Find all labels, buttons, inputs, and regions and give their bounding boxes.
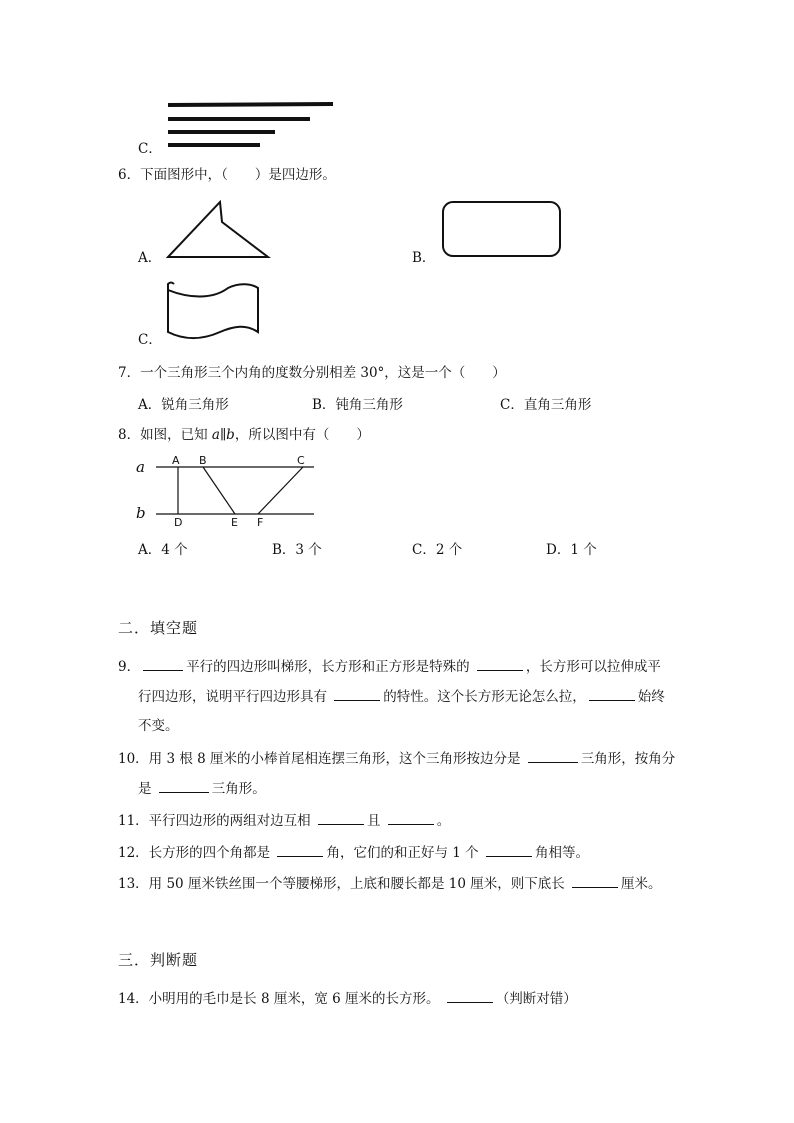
label-point-c: C <box>297 454 305 467</box>
q11-text-2: 且 <box>366 813 385 829</box>
q10-text-3: 是 <box>138 781 156 797</box>
q9-line-2 <box>138 687 665 706</box>
bar-1 <box>168 104 333 105</box>
q12-line <box>118 843 589 862</box>
q10-text-4: 三角形。 <box>211 781 266 797</box>
q10-text-2: 三角形，按角分 <box>580 751 676 767</box>
q11-blank-2[interactable] <box>388 811 434 825</box>
q7-stem: 7．一个三角形三个内角的度数分别相差 30°，这是一个（ ） <box>118 365 506 381</box>
q8-option-b[interactable]: B．3 个 <box>272 542 322 558</box>
label-point-e: E <box>231 516 238 529</box>
q14-blank-1[interactable] <box>447 989 493 1003</box>
q10-text-1: 10．用 3 根 8 厘米的小棒首尾相连摆三角形，这个三角形按边分是 <box>118 751 525 767</box>
q8-stem-pre: 8．如图，已知 <box>118 427 212 443</box>
q11-text-3: 。 <box>436 813 451 829</box>
segment-be <box>203 467 235 514</box>
q10-blank-2[interactable] <box>159 779 209 793</box>
q6-option-b-label[interactable]: B． <box>412 250 436 266</box>
q12-blank-2[interactable] <box>486 843 532 857</box>
q6-option-a-label[interactable]: A． <box>138 250 162 266</box>
q12-text-2: 角，它们的和正好与 1 个 <box>326 845 483 861</box>
q8-option-c[interactable]: C．2 个 <box>412 542 463 558</box>
q9-blank-2[interactable] <box>477 657 523 671</box>
label-point-d: D <box>174 516 183 529</box>
label-point-a: A <box>172 454 180 467</box>
q8-stem-post: ，所以图中有（ ） <box>234 427 370 443</box>
q6-stem: 6．下面图形中，（ ）是四边形。 <box>118 167 336 183</box>
label-line-b: b <box>136 504 146 522</box>
q13-line <box>118 874 662 893</box>
segment-cf <box>258 467 303 514</box>
q14-text-2: （判断对错） <box>495 991 577 1007</box>
label-point-f: F <box>257 516 264 529</box>
q13-text-1: 13．用 50 厘米铁丝围一个等腰梯形，上底和腰长都是 10 厘米，则下底长 <box>118 876 569 892</box>
q8-option-d[interactable]: D．1 个 <box>546 542 597 558</box>
q9-text-1: 平行的四边形叫梯形，长方形和正方形是特殊的 <box>186 659 474 675</box>
q6-option-b-figure <box>438 198 568 262</box>
q9-blank-3[interactable] <box>334 687 380 701</box>
section-3-title: 三．判断题 <box>118 951 199 969</box>
q7-option-a[interactable]: A．锐角三角形 <box>138 397 229 413</box>
q9-line-3: 不变。 <box>138 718 179 734</box>
q8-stem-math: a∥b <box>211 427 235 443</box>
q5-option-c-label[interactable]: C． <box>138 141 162 157</box>
q10-blank-1[interactable] <box>528 749 578 763</box>
q9-blank-1[interactable] <box>143 657 183 671</box>
q7-option-b[interactable]: B．钝角三角形 <box>312 397 403 413</box>
q12-text-1: 12．长方形的四个角都是 <box>118 845 275 861</box>
q14-line <box>118 989 577 1008</box>
q13-blank-1[interactable] <box>572 874 618 888</box>
q7-option-c[interactable]: C．直角三角形 <box>500 397 592 413</box>
q11-blank-1[interactable] <box>318 811 364 825</box>
q6-option-a-figure <box>160 195 280 265</box>
q9-text-3: 行四边形，说明平行四边形具有 <box>138 689 332 705</box>
q9-text-2: ，长方形可以拉伸成平 <box>525 659 661 675</box>
q9-number: 9． <box>118 659 141 675</box>
q5-option-c-bars-figure <box>160 100 340 150</box>
q14-text-1: 14．小明用的毛巾是长 8 厘米，宽 6 厘米的长方形。 <box>118 991 444 1007</box>
label-line-a: a <box>136 458 145 476</box>
q9-text-4: 的特性。这个长方形无论怎么拉， <box>383 689 586 705</box>
q9-blank-4[interactable] <box>589 687 635 701</box>
q8-stem <box>118 426 370 444</box>
label-point-b: B <box>199 454 207 467</box>
q12-blank-1[interactable] <box>277 843 323 857</box>
q8-parallel-lines-figure <box>130 450 330 532</box>
q13-text-2: 厘米。 <box>621 876 662 892</box>
q6-option-c-figure <box>160 280 270 344</box>
section-2-title: 二．填空题 <box>118 619 199 637</box>
q10-line-2 <box>138 779 266 798</box>
q6-option-c-label[interactable]: C． <box>138 332 162 348</box>
q10-line-1 <box>118 749 675 768</box>
q11-text-1: 11．平行四边形的两组对边互相 <box>118 813 315 829</box>
q8-option-a[interactable]: A．4 个 <box>138 542 188 558</box>
q12-text-3: 角相等。 <box>534 845 589 861</box>
q11-line <box>118 811 450 830</box>
q9-text-5: 始终 <box>637 689 665 705</box>
q9-line-1 <box>118 657 661 676</box>
